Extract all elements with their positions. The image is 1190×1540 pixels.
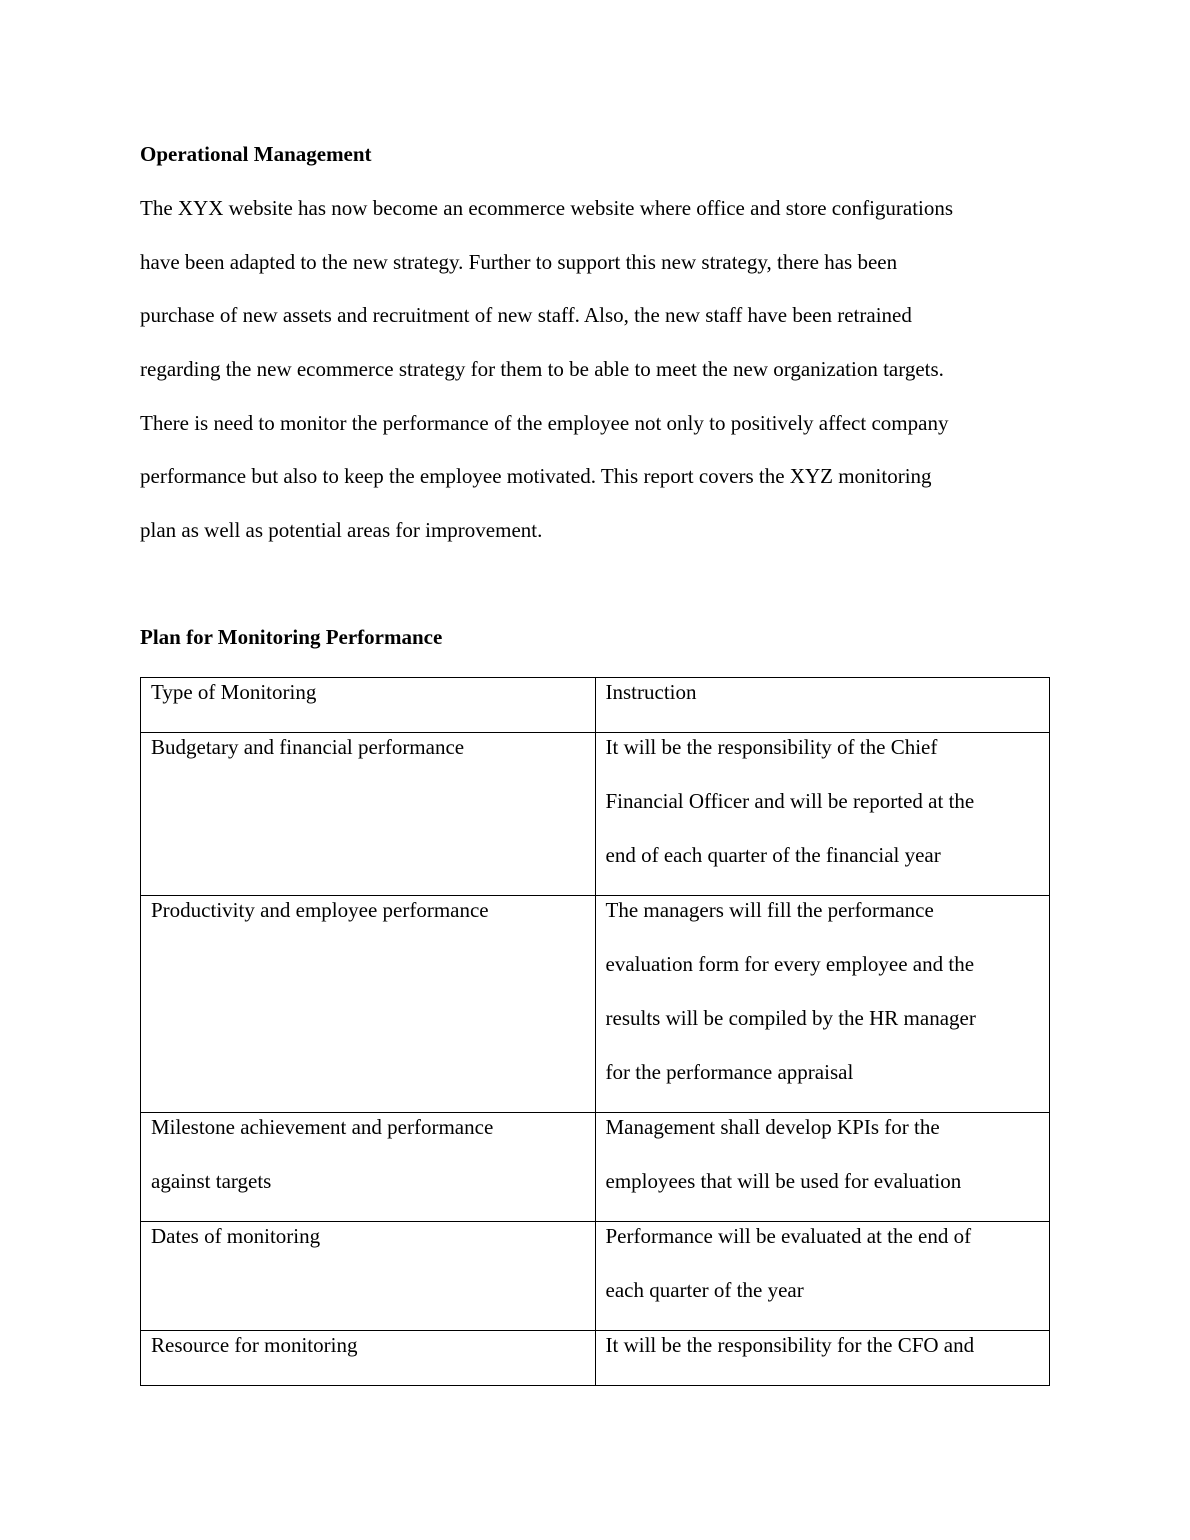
cell-text: Performance will be evaluated at the end of	[605, 1224, 972, 1248]
table-row	[141, 1331, 1050, 1386]
table-cell-type	[141, 1222, 596, 1331]
cell-text: Instruction	[605, 680, 697, 704]
table-cell-type	[141, 1113, 596, 1222]
table-cell-instruction-header	[595, 678, 1050, 733]
cell-text: Resource for monitoring	[151, 1333, 358, 1357]
cell-text: against targets	[151, 1169, 272, 1193]
section-heading-plan-monitoring: Plan for Monitoring Performance	[140, 625, 443, 649]
table-header-row	[141, 678, 1050, 733]
table-row	[141, 1222, 1050, 1331]
cell-text: It will be the responsibility of the Chief	[605, 735, 938, 759]
cell-text: Type of Monitoring	[151, 680, 317, 704]
table-cell-instruction	[595, 1222, 1050, 1331]
cell-text: for the performance appraisal	[605, 1060, 854, 1084]
cell-text: Budgetary and financial performance	[151, 735, 465, 759]
cell-text: Financial Officer and will be reported at the	[605, 789, 975, 813]
table-cell-instruction	[595, 1113, 1050, 1222]
cell-text: end of each quarter of the financial year	[605, 843, 941, 867]
cell-text: employees that will be used for evaluation	[605, 1169, 962, 1193]
table-cell-type-header	[141, 678, 596, 733]
paragraph-line: regarding the new ecommerce strategy for them to be able to meet the new organization targets.	[140, 357, 944, 381]
cell-text: evaluation form for every employee and the	[605, 952, 975, 976]
cell-text: each quarter of the year	[605, 1278, 804, 1302]
cell-text: results will be compiled by the HR manager	[605, 1006, 976, 1030]
table-cell-type	[141, 896, 596, 1113]
paragraph-line: purchase of new assets and recruitment of new staff. Also, the new staff have been retrained	[140, 303, 912, 327]
paragraph-line: There is need to monitor the performance of the employee not only to positively affect company	[140, 411, 949, 435]
table-cell-instruction	[595, 1331, 1050, 1386]
cell-text: Milestone achievement and performance	[151, 1115, 494, 1139]
cell-text: Productivity and employee performance	[151, 898, 489, 922]
paragraph-line: The XYX website has now become an ecommerce website where office and store configurations	[140, 196, 954, 220]
table-row	[141, 1113, 1050, 1222]
monitoring-plan-table	[140, 677, 1050, 1386]
paragraph-line: plan as well as potential areas for improvement.	[140, 518, 543, 542]
table-cell-type	[141, 733, 596, 896]
table-cell-instruction	[595, 896, 1050, 1113]
cell-text: The managers will fill the performance	[605, 898, 934, 922]
table-cell-type	[141, 1331, 596, 1386]
cell-text: Dates of monitoring	[151, 1224, 321, 1248]
table-row	[141, 733, 1050, 896]
paragraph-line: performance but also to keep the employee motivated. This report covers the XYZ monitoring	[140, 464, 932, 488]
cell-text: Management shall develop KPIs for the	[605, 1115, 940, 1139]
section-heading-operational-management: Operational Management	[140, 142, 372, 166]
cell-text: It will be the responsibility for the CFO and	[605, 1333, 975, 1357]
table-cell-instruction	[595, 733, 1050, 896]
table-row	[141, 896, 1050, 1113]
paragraph-line: have been adapted to the new strategy. Further to support this new strategy, there has been	[140, 250, 898, 274]
